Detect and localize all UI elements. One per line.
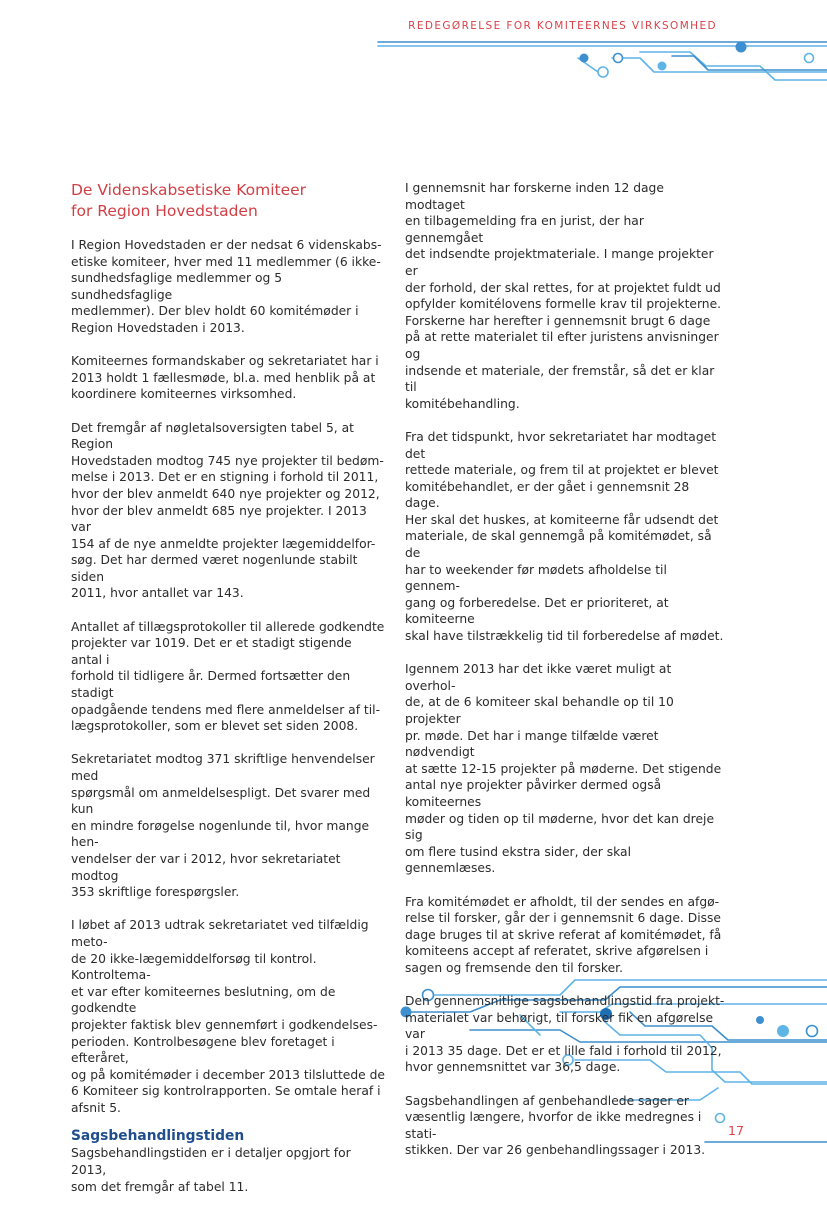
section-heading: De Videnskabsetiske Komiteer for Region Hovedstaden [71, 180, 385, 221]
paragraph: I gennemsnit har forskerne inden 12 dage modtaget en tilbagemelding fra en jurist, der har gennemgået det indsendte projektmateriale. I mange projekter er der forhold, der skal rettes, for at projektet fuldt ud opfylder komitélovens formelle krav til projekterne. Forskerne har herefter i gennemsnit brugt 6 dage på at rette materialet til efter juristens anvisninger og indsende et materiale, der fremstår, så det er klar til komitébehandling. [405, 180, 725, 412]
paragraph: I Region Hovedstaden er der nedsat 6 videnskabs- etiske komiteer, hver med 11 medlemmer (6 ikke- sundhedsfaglige medlemmer og 5 sundhedsfaglige medlemmer). Der blev holdt 60 komitémøder i Region Hovedstaden i 2013. [71, 237, 385, 337]
paragraph: Den gennemsnitlige sagsbehandlingstid fra projekt- materialet var behørigt, til forsker fik en afgørelse var i 2013 35 dage. Det er et lille fald i forhold til 2012, hvor gennemsnittet var 36,5 dage. [405, 993, 725, 1076]
paragraph: I løbet af 2013 udtrak sekretariatet ved tilfældig meto- de 20 ikke-lægemiddelforsøg til kontrol. Kontroltema- et var efter komiteernes beslutning, om de godkendte projekter faktisk blev gennemført i godkendelses- perioden. Kontrolbesøgene blev foretaget i efteråret, og på komitémøder i december 2013 tilsluttede de 6 Komiteer sig kontrolrapporten. Se omtale heraf i afsnit 5. [71, 917, 385, 1116]
running-header: REDEGØRELSE FOR KOMITEERNES VIRKSOMHED [408, 20, 717, 32]
paragraph: Det fremgår af nøgletalsoversigten tabel 5, at Region Hovedstaden modtog 745 nye projekter til bedøm- melse i 2013. Det er en stigning i forhold til 2011, hvor der blev anmeldt 640 nye projekter og 2012, hvor der blev anmeldt 685 nye projekter. I 2013 var 154 af de nye anmeldte projekter lægemiddelfor- søg. Det har dermed været nogenlunde stabilt siden 2011, hvor antallet var 143. [71, 420, 385, 603]
paragraph: Antallet af tillægsprotokoller til allerede godkendte projekter var 1019. Det er et stadigt stigende antal i forhold til tidligere år. Dermed fortsætter den stadigt opadgående tendens med flere anmeldelser af til- lægsprotokoller, som er blevet set siden 2008. [71, 619, 385, 735]
paragraph: Fra komitémødet er afholdt, til der sendes en afgø- relse til forsker, går der i gennemsnit 6 dage. Disse dage bruges til at skrive referat af komitémødet, få komiteens accept af referatet, skrive afgørelsen i sagen og fremsende den til forsker. [405, 894, 725, 977]
paragraph: Fra det tidspunkt, hvor sekretariatet har modtaget det rettede materiale, og frem til at projektet er blevet komitébehandlet, er der gået i gennemsnit 28 dage. Her skal det huskes, at komiteerne får udsendt det materiale, de skal gennemgå på komitémødet, så de har to weekender før mødets afholdelse til gennem- gang og forberedelse. Det er prioriteret, at komiteerne skal have tilstrækkelig tid til forberedelse af mødet. [405, 429, 725, 645]
left-column [71, 180, 385, 1212]
paragraph: Sagsbehandlingstiden er i detaljer opgjort for 2013, som det fremgår af tabel 11. [71, 1145, 385, 1195]
paragraph: Sekretariatet modtog 371 skriftlige henvendelser med spørgsmål om anmeldelsespligt. Det svarer med kun en mindre forøgelse nogenlunde til, hvor mange hen- vendelser der var i 2012, hvor sekretariatet modtog 353 skriftlige forespørgsler. [71, 751, 385, 900]
right-column [405, 180, 725, 1176]
paragraph: Komiteernes formandskaber og sekretariatet har i 2013 holdt 1 fællesmøde, bl.a. med henblik på at koordinere komiteernes virksomhed. [71, 353, 385, 403]
header-circuit-graphic [378, 42, 827, 81]
paragraph: Igennem 2013 har det ikke været muligt at overhol- de, at de 6 komiteer skal behandle op til 10 projekter pr. møde. Det har i mange tilfælde været nødvendigt at sætte 12-15 projekter på møderne. Det stigende antal nye projekter påvirker dermed også komiteernes møder og tiden op til møderne, hvor det kan dreje sig om flere tusind ekstra sider, der skal gennemlæses. [405, 661, 725, 877]
page-number: 17 [728, 1123, 744, 1138]
subheading: Sagsbehandlingstiden [71, 1128, 385, 1145]
paragraph: Sagsbehandlingen af genbehandlede sager er væsentlig længere, hvorfor de ikke medregnes i stati- stikken. Der var 26 genbehandlingssager i 2013. [405, 1093, 725, 1159]
